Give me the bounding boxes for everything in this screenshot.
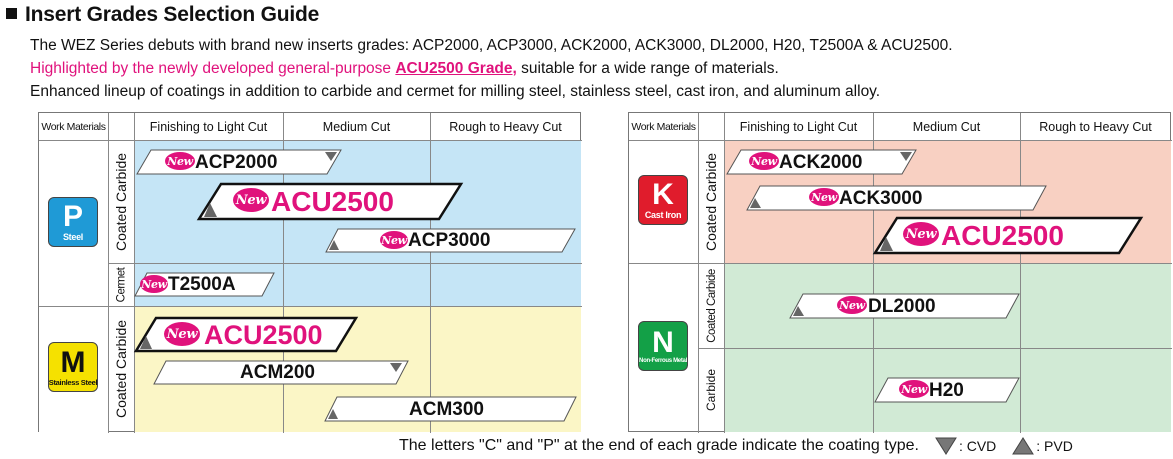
square-bullet-icon <box>6 8 17 19</box>
row-label-coated-carbide-p: Coated Carbide <box>113 152 130 251</box>
badge-letter: K <box>652 178 674 211</box>
grade-name: ACU2500 <box>204 320 323 350</box>
grade-name: ACM200 <box>240 362 315 383</box>
intro-line-2-tail: suitable for a wide range of materials. <box>516 60 779 77</box>
grade-name: ACP2000 <box>195 152 278 173</box>
grade-name: T2500A <box>168 274 236 295</box>
cvd-tag-icon <box>935 437 957 455</box>
row-label-coated-carbide-n: Coated Carbide <box>705 268 718 343</box>
row-label-cermet: Cermet <box>115 267 128 302</box>
badge-label: Stainless Steel <box>48 377 98 387</box>
new-badge: New <box>899 380 929 398</box>
badge-label: Cast Iron <box>644 210 682 220</box>
new-badge: New <box>140 275 168 293</box>
grade-name: ACU2500 <box>941 220 1064 251</box>
title-text: Insert Grades Selection Guide <box>25 3 320 26</box>
row-label-carbide: Carbide <box>704 368 719 412</box>
new-badge: New <box>809 188 839 206</box>
badge-stainless-m <box>48 342 98 392</box>
legend-cvd-label: : CVD <box>958 438 997 454</box>
intro-line-1: The WEZ Series debuts with brand new inserts grades: ACP2000, ACP3000, ACK2000, ACK3000, DL2000, H20, T2500A & ACU2500. <box>30 37 953 54</box>
row-label-coated-carbide-m: Coated Carbide <box>113 319 130 419</box>
new-badge: New <box>903 222 939 246</box>
new-badge: New <box>380 231 408 249</box>
badge-letter: M <box>60 345 86 379</box>
badge-label: Steel <box>62 232 83 242</box>
page-title <box>6 3 319 27</box>
coating-legend <box>399 437 1073 455</box>
new-badge: New <box>164 322 200 346</box>
grade-name: H20 <box>929 380 964 401</box>
badge-letter: P <box>62 200 83 233</box>
new-badge: New <box>837 296 867 314</box>
header-rough: Rough to Heavy Cut <box>1039 119 1152 134</box>
badge-nonferrous-n <box>638 321 688 371</box>
header-work-materials: Work Materials <box>41 120 106 133</box>
header-finishing: Finishing to Light Cut <box>739 119 858 134</box>
intro-line-2-lead: Highlighted by the newly developed general-purpose <box>30 60 396 77</box>
col-divider-2 <box>724 113 725 433</box>
new-badge: New <box>233 188 269 212</box>
legend-note: The letters "C" and "P" at the end of each grade indicate the coating type. <box>399 437 919 454</box>
grade-table-castiron-nonferrous <box>628 112 1171 432</box>
badge-castiron-k <box>638 175 688 225</box>
legend-pvd-label: : PVD <box>1036 438 1073 454</box>
grade-name: ACM300 <box>409 399 484 420</box>
new-badge: New <box>749 152 779 170</box>
grade-name: ACU2500 <box>271 186 394 217</box>
grade-name: ACK2000 <box>779 152 863 173</box>
badge-label: Non-Ferrous Metal <box>639 358 687 364</box>
header-medium: Medium Cut <box>912 119 981 134</box>
col-divider-4 <box>430 113 431 433</box>
intro-line-2-highlight: ACU2500 Grade, <box>395 60 517 77</box>
new-badge: New <box>165 152 195 170</box>
header-finishing: Finishing to Light Cut <box>149 119 268 134</box>
col-divider-4 <box>1020 113 1021 433</box>
header-rough: Rough to Heavy Cut <box>449 119 562 134</box>
header-medium: Medium Cut <box>322 119 391 134</box>
cermet-divider <box>108 263 582 264</box>
carbide-divider <box>698 348 1172 349</box>
header-work-materials: Work Materials <box>631 120 696 133</box>
grade-table-steel-stainless <box>38 112 581 432</box>
badge-steel-p <box>48 197 98 247</box>
intro-line-3: Enhanced lineup of coatings in addition to carbide and cermet for milling steel, stainless steel, cast iron, and aluminum alloy. <box>30 83 881 100</box>
intro-line-2 <box>30 59 779 79</box>
grade-name: ACK3000 <box>839 188 923 209</box>
grade-name: ACP3000 <box>408 230 491 251</box>
badge-letter: N <box>652 326 674 359</box>
pvd-tag-icon <box>1012 437 1034 455</box>
row-label-coated-carbide-k: Coated Carbide <box>703 152 720 251</box>
grade-name: DL2000 <box>868 296 936 317</box>
